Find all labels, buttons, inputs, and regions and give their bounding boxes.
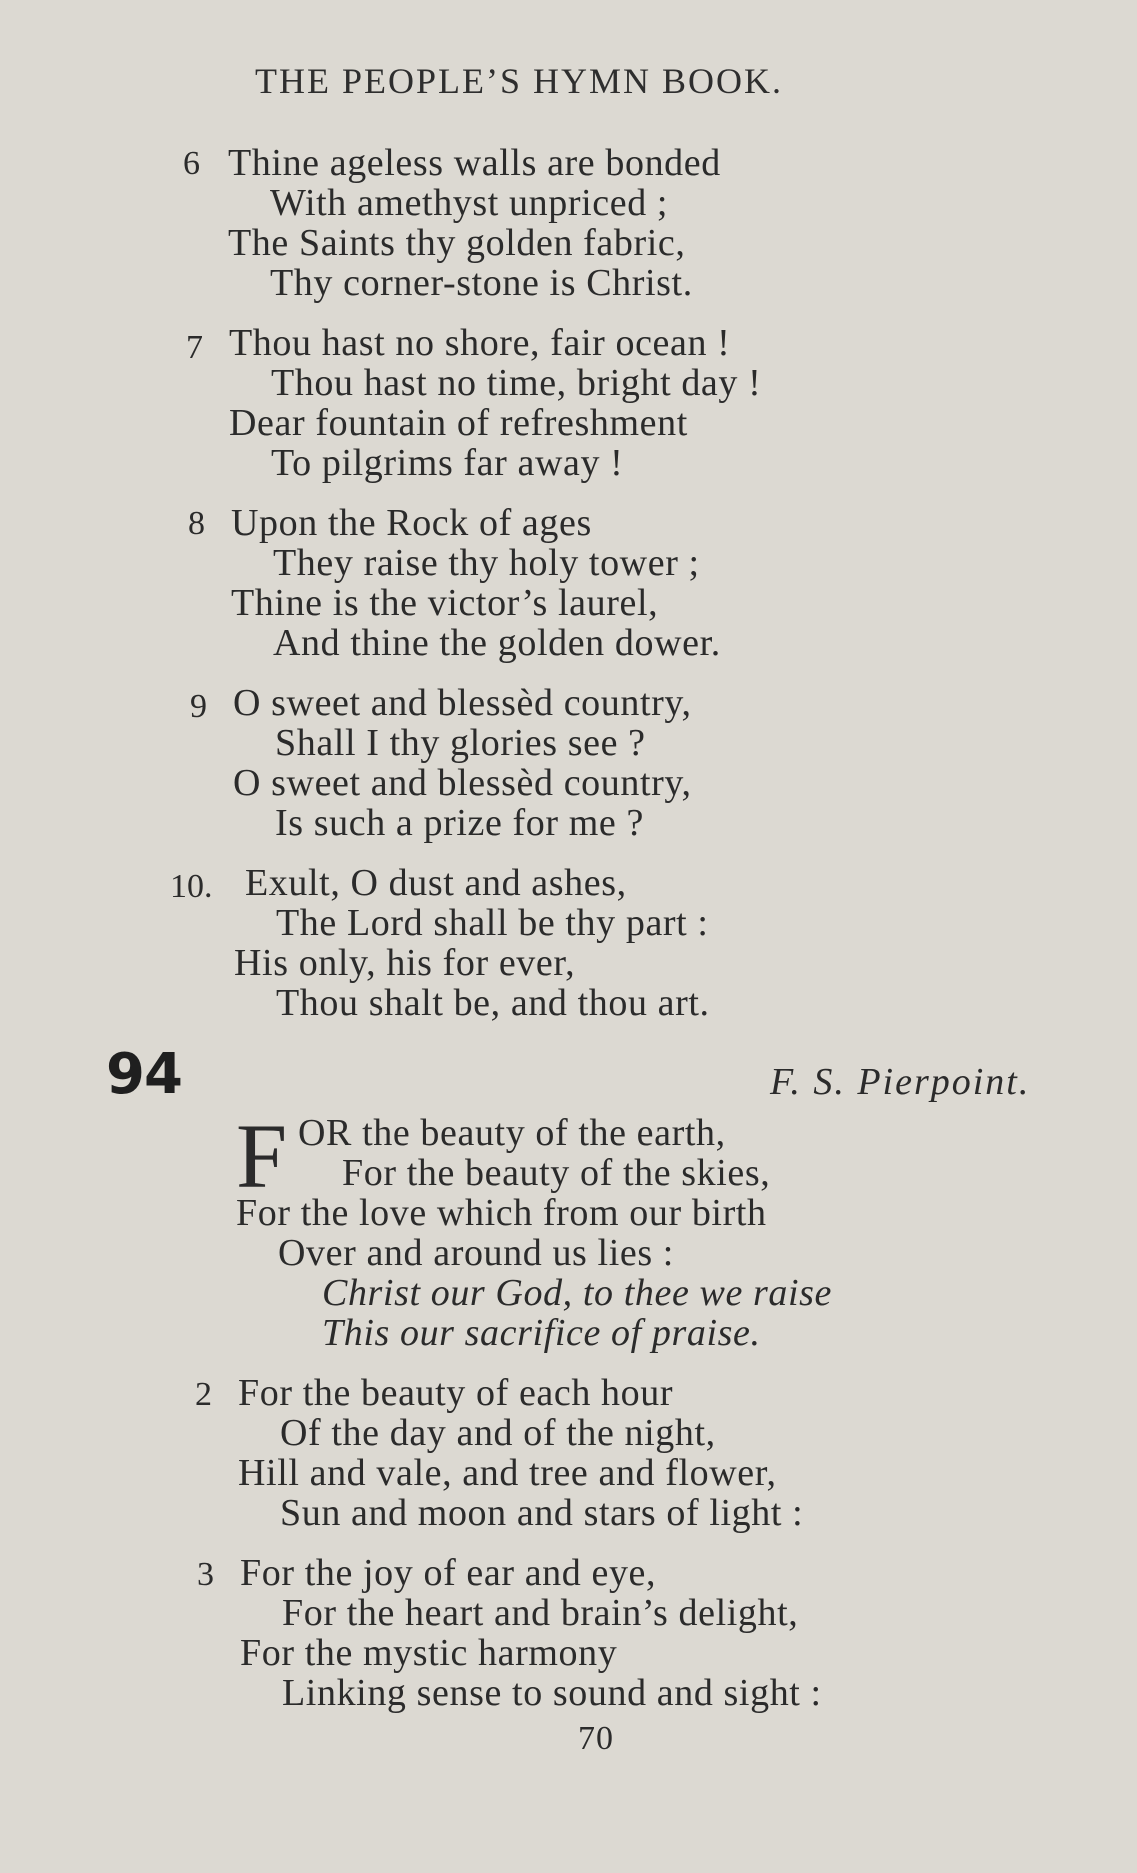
stanza-line: With amethyst unpriced ; <box>270 182 669 224</box>
stanza-line: Thy corner-stone is Christ. <box>270 262 693 304</box>
stanza-line: O sweet and blessèd country, <box>233 762 692 804</box>
stanza-line: For the heart and brain’s delight, <box>282 1592 799 1634</box>
stanza-line: They raise thy holy tower ; <box>273 542 700 584</box>
stanza-3 <box>240 1553 822 1713</box>
stanza-1 <box>236 1105 833 1354</box>
verse-number: 2 <box>195 1376 212 1413</box>
verse-number: 6 <box>183 145 200 182</box>
stanza-line: Dear fountain of refreshment <box>229 402 688 444</box>
stanza-line: His only, his for ever, <box>234 942 576 984</box>
refrain-line: This our sacrifice of praise. <box>322 1312 761 1354</box>
stanza-line: Sun and moon and stars of light : <box>280 1492 804 1534</box>
stanza-9 <box>233 683 692 843</box>
stanza-line: For the beauty of each hour <box>238 1372 674 1414</box>
drop-cap: F <box>236 1105 288 1207</box>
hymn-number: 94 <box>106 1042 182 1107</box>
stanza-line: For the beauty of the skies, <box>342 1152 771 1194</box>
stanza-line: For the mystic harmony <box>240 1632 618 1674</box>
refrain-line: Christ our God, to thee we raise <box>322 1272 833 1314</box>
stanza-line: OR the beauty of the earth, <box>298 1112 726 1154</box>
stanza-2 <box>238 1373 803 1533</box>
stanza-line: Thou hast no time, bright day ! <box>271 362 762 404</box>
stanza-line: The Saints thy golden fabric, <box>228 222 686 264</box>
stanza-line: Hill and vale, and tree and flower, <box>238 1452 777 1494</box>
verse-number: 8 <box>188 505 205 542</box>
stanza-line: Thou hast no shore, fair ocean ! <box>229 322 731 364</box>
page-number: 70 <box>578 1720 614 1757</box>
stanza-7 <box>229 323 761 483</box>
stanza-line: Thine is the victor’s laurel, <box>231 582 659 624</box>
stanza-line: To pilgrims far away ! <box>271 442 624 484</box>
stanza-line: Exult, O dust and ashes, <box>245 862 627 904</box>
stanza-line: For the joy of ear and eye, <box>240 1552 657 1594</box>
stanza-10 <box>234 863 710 1023</box>
stanza-8 <box>231 503 721 663</box>
running-title: THE PEOPLE’S HYMN BOOK. <box>255 61 784 101</box>
stanza-line: Of the day and of the night, <box>280 1412 716 1454</box>
stanza-line: For the love which from our birth <box>236 1192 767 1234</box>
verse-number: 3 <box>197 1556 214 1593</box>
hymn-author: F. S. Pierpoint. <box>770 1061 1031 1103</box>
verse-number: 9 <box>190 688 207 725</box>
stanza-line: Over and around us lies : <box>278 1232 674 1274</box>
stanza-line: Thou shalt be, and thou art. <box>276 982 710 1024</box>
verse-number: 10. <box>170 868 213 905</box>
verse-number: 7 <box>186 329 203 366</box>
stanza-line: The Lord shall be thy part : <box>276 902 709 944</box>
stanza-6 <box>228 143 721 303</box>
stanza-line: O sweet and blessèd country, <box>233 682 692 724</box>
stanza-line: Is such a prize for me ? <box>275 802 644 844</box>
stanza-line: Upon the Rock of ages <box>231 502 592 544</box>
stanza-line: Linking sense to sound and sight : <box>282 1672 822 1714</box>
stanza-line: Shall I thy glories see ? <box>275 722 646 764</box>
stanza-line: Thine ageless walls are bonded <box>228 142 721 184</box>
stanza-line: And thine the golden dower. <box>273 622 721 664</box>
